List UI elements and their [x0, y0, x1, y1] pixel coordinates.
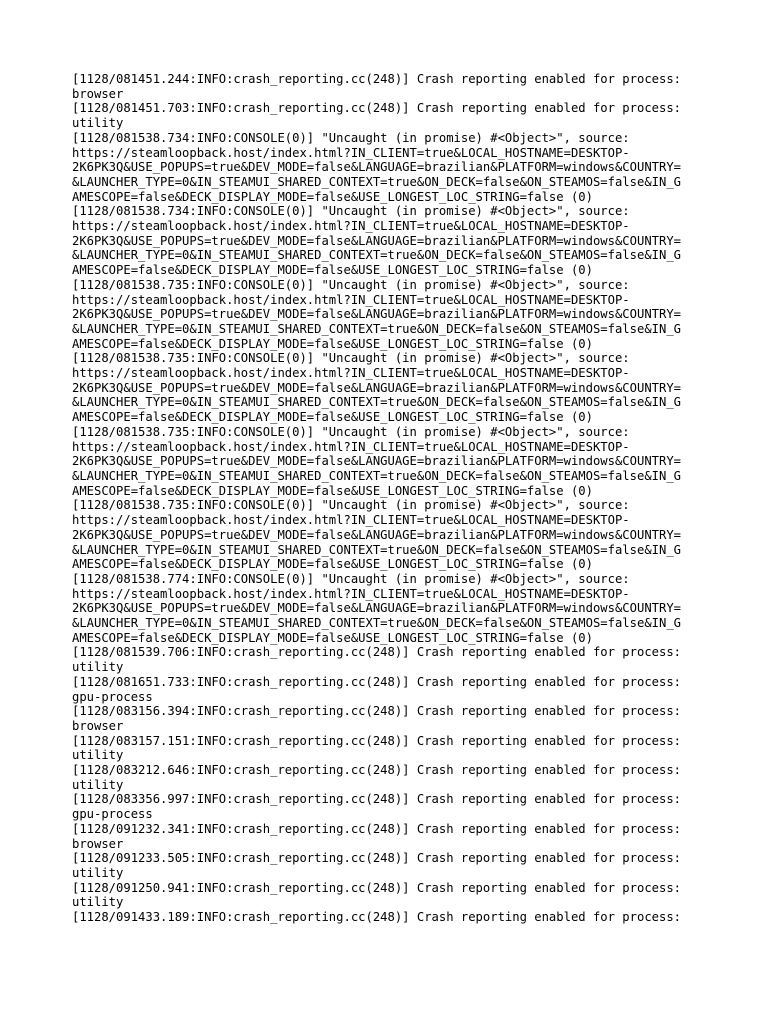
log-line: [1128/081539.706:INFO:crash_reporting.cc(248)] Crash reporting enabled for process:	[72, 645, 682, 660]
log-line: gpu-process	[72, 689, 153, 704]
log-line: gpu-process	[72, 807, 153, 822]
log-line: [1128/081651.733:INFO:crash_reporting.cc(248)] Crash reporting enabled for process:	[72, 674, 682, 689]
log-line: AMESCOPE=false&DECK_DISPLAY_MODE=false&USE_LONGEST_LOC_STRING=false (0)	[72, 483, 593, 498]
log-line: &LAUNCHER_TYPE=0&IN_STEAMUI_SHARED_CONTEXT=true&ON_DECK=false&ON_STEAMOS=false&IN_G	[72, 248, 682, 263]
log-line: AMESCOPE=false&DECK_DISPLAY_MODE=false&USE_LONGEST_LOC_STRING=false (0)	[72, 630, 593, 645]
log-line: AMESCOPE=false&DECK_DISPLAY_MODE=false&USE_LONGEST_LOC_STRING=false (0)	[72, 557, 593, 572]
log-line: https://steamloopback.host/index.html?IN_CLIENT=true&LOCAL_HOSTNAME=DESKTOP-	[72, 513, 630, 528]
log-line: [1128/091232.341:INFO:crash_reporting.cc(248)] Crash reporting enabled for process:	[72, 821, 682, 836]
log-line: 2K6PK3Q&USE_POPUPS=true&DEV_MODE=false&LANGUAGE=brazilian&PLATFORM=windows&COUNTRY=	[72, 454, 682, 469]
log-line: utility	[72, 895, 124, 910]
log-line: &LAUNCHER_TYPE=0&IN_STEAMUI_SHARED_CONTEXT=true&ON_DECK=false&ON_STEAMOS=false&IN_G	[72, 395, 682, 410]
log-line: [1128/081451.244:INFO:crash_reporting.cc(248)] Crash reporting enabled for process:	[72, 72, 682, 86]
log-line: browser	[72, 86, 124, 101]
log-line: 2K6PK3Q&USE_POPUPS=true&DEV_MODE=false&LANGUAGE=brazilian&PLATFORM=windows&COUNTRY=	[72, 601, 682, 616]
log-line: [1128/081538.735:INFO:CONSOLE(0)] "Uncaught (in promise) #<Object>", source:	[72, 498, 630, 513]
log-line: https://steamloopback.host/index.html?IN_CLIENT=true&LOCAL_HOSTNAME=DESKTOP-	[72, 586, 630, 601]
log-line: [1128/081538.735:INFO:CONSOLE(0)] "Uncaught (in promise) #<Object>", source:	[72, 424, 630, 439]
log-line: 2K6PK3Q&USE_POPUPS=true&DEV_MODE=false&LANGUAGE=brazilian&PLATFORM=windows&COUNTRY=	[72, 233, 682, 248]
log-line: browser	[72, 836, 124, 851]
log-line: [1128/081538.734:INFO:CONSOLE(0)] "Uncaught (in promise) #<Object>", source:	[72, 204, 630, 219]
log-line: https://steamloopback.host/index.html?IN_CLIENT=true&LOCAL_HOSTNAME=DESKTOP-	[72, 366, 630, 381]
log-line: https://steamloopback.host/index.html?IN_CLIENT=true&LOCAL_HOSTNAME=DESKTOP-	[72, 219, 630, 234]
log-line: &LAUNCHER_TYPE=0&IN_STEAMUI_SHARED_CONTEXT=true&ON_DECK=false&ON_STEAMOS=false&IN_G	[72, 542, 682, 557]
log-line: browser	[72, 718, 124, 733]
log-line: [1128/081538.735:INFO:CONSOLE(0)] "Uncaught (in promise) #<Object>", source:	[72, 351, 630, 366]
log-line: [1128/083356.997:INFO:crash_reporting.cc(248)] Crash reporting enabled for process:	[72, 792, 682, 807]
log-line: AMESCOPE=false&DECK_DISPLAY_MODE=false&USE_LONGEST_LOC_STRING=false (0)	[72, 263, 593, 278]
log-line: [1128/081538.735:INFO:CONSOLE(0)] "Uncaught (in promise) #<Object>", source:	[72, 277, 630, 292]
log-line: [1128/091433.189:INFO:crash_reporting.cc(248)] Crash reporting enabled for process:	[72, 910, 682, 925]
log-line: AMESCOPE=false&DECK_DISPLAY_MODE=false&USE_LONGEST_LOC_STRING=false (0)	[72, 189, 593, 204]
log-line: &LAUNCHER_TYPE=0&IN_STEAMUI_SHARED_CONTEXT=true&ON_DECK=false&ON_STEAMOS=false&IN_G	[72, 616, 682, 631]
log-line: utility	[72, 865, 124, 880]
log-line: [1128/081451.703:INFO:crash_reporting.cc(248)] Crash reporting enabled for process:	[72, 101, 682, 116]
log-line: [1128/083157.151:INFO:crash_reporting.cc(248)] Crash reporting enabled for process:	[72, 733, 682, 748]
log-line: utility	[72, 748, 124, 763]
log-line: [1128/091233.505:INFO:crash_reporting.cc(248)] Crash reporting enabled for process:	[72, 851, 682, 866]
log-document	[72, 72, 702, 925]
log-line: 2K6PK3Q&USE_POPUPS=true&DEV_MODE=false&LANGUAGE=brazilian&PLATFORM=windows&COUNTRY=	[72, 160, 682, 175]
log-line: [1128/083212.646:INFO:crash_reporting.cc(248)] Crash reporting enabled for process:	[72, 763, 682, 778]
log-line: [1128/081538.734:INFO:CONSOLE(0)] "Uncaught (in promise) #<Object>", source:	[72, 130, 630, 145]
log-line: &LAUNCHER_TYPE=0&IN_STEAMUI_SHARED_CONTEXT=true&ON_DECK=false&ON_STEAMOS=false&IN_G	[72, 468, 682, 483]
log-line: 2K6PK3Q&USE_POPUPS=true&DEV_MODE=false&LANGUAGE=brazilian&PLATFORM=windows&COUNTRY=	[72, 307, 682, 322]
log-line: https://steamloopback.host/index.html?IN_CLIENT=true&LOCAL_HOSTNAME=DESKTOP-	[72, 292, 630, 307]
log-line: 2K6PK3Q&USE_POPUPS=true&DEV_MODE=false&LANGUAGE=brazilian&PLATFORM=windows&COUNTRY=	[72, 380, 682, 395]
log-line: [1128/081538.774:INFO:CONSOLE(0)] "Uncaught (in promise) #<Object>", source:	[72, 571, 630, 586]
log-line: https://steamloopback.host/index.html?IN_CLIENT=true&LOCAL_HOSTNAME=DESKTOP-	[72, 145, 630, 160]
log-line: [1128/083156.394:INFO:crash_reporting.cc(248)] Crash reporting enabled for process:	[72, 704, 682, 719]
log-line: &LAUNCHER_TYPE=0&IN_STEAMUI_SHARED_CONTEXT=true&ON_DECK=false&ON_STEAMOS=false&IN_G	[72, 321, 682, 336]
log-line: &LAUNCHER_TYPE=0&IN_STEAMUI_SHARED_CONTEXT=true&ON_DECK=false&ON_STEAMOS=false&IN_G	[72, 174, 682, 189]
log-line: AMESCOPE=false&DECK_DISPLAY_MODE=false&USE_LONGEST_LOC_STRING=false (0)	[72, 336, 593, 351]
log-line: https://steamloopback.host/index.html?IN_CLIENT=true&LOCAL_HOSTNAME=DESKTOP-	[72, 439, 630, 454]
log-line: [1128/091250.941:INFO:crash_reporting.cc(248)] Crash reporting enabled for process:	[72, 880, 682, 895]
log-line: 2K6PK3Q&USE_POPUPS=true&DEV_MODE=false&LANGUAGE=brazilian&PLATFORM=windows&COUNTRY=	[72, 527, 682, 542]
log-line: utility	[72, 116, 124, 131]
log-line: AMESCOPE=false&DECK_DISPLAY_MODE=false&USE_LONGEST_LOC_STRING=false (0)	[72, 410, 593, 425]
log-line: utility	[72, 660, 124, 675]
log-line: utility	[72, 777, 124, 792]
